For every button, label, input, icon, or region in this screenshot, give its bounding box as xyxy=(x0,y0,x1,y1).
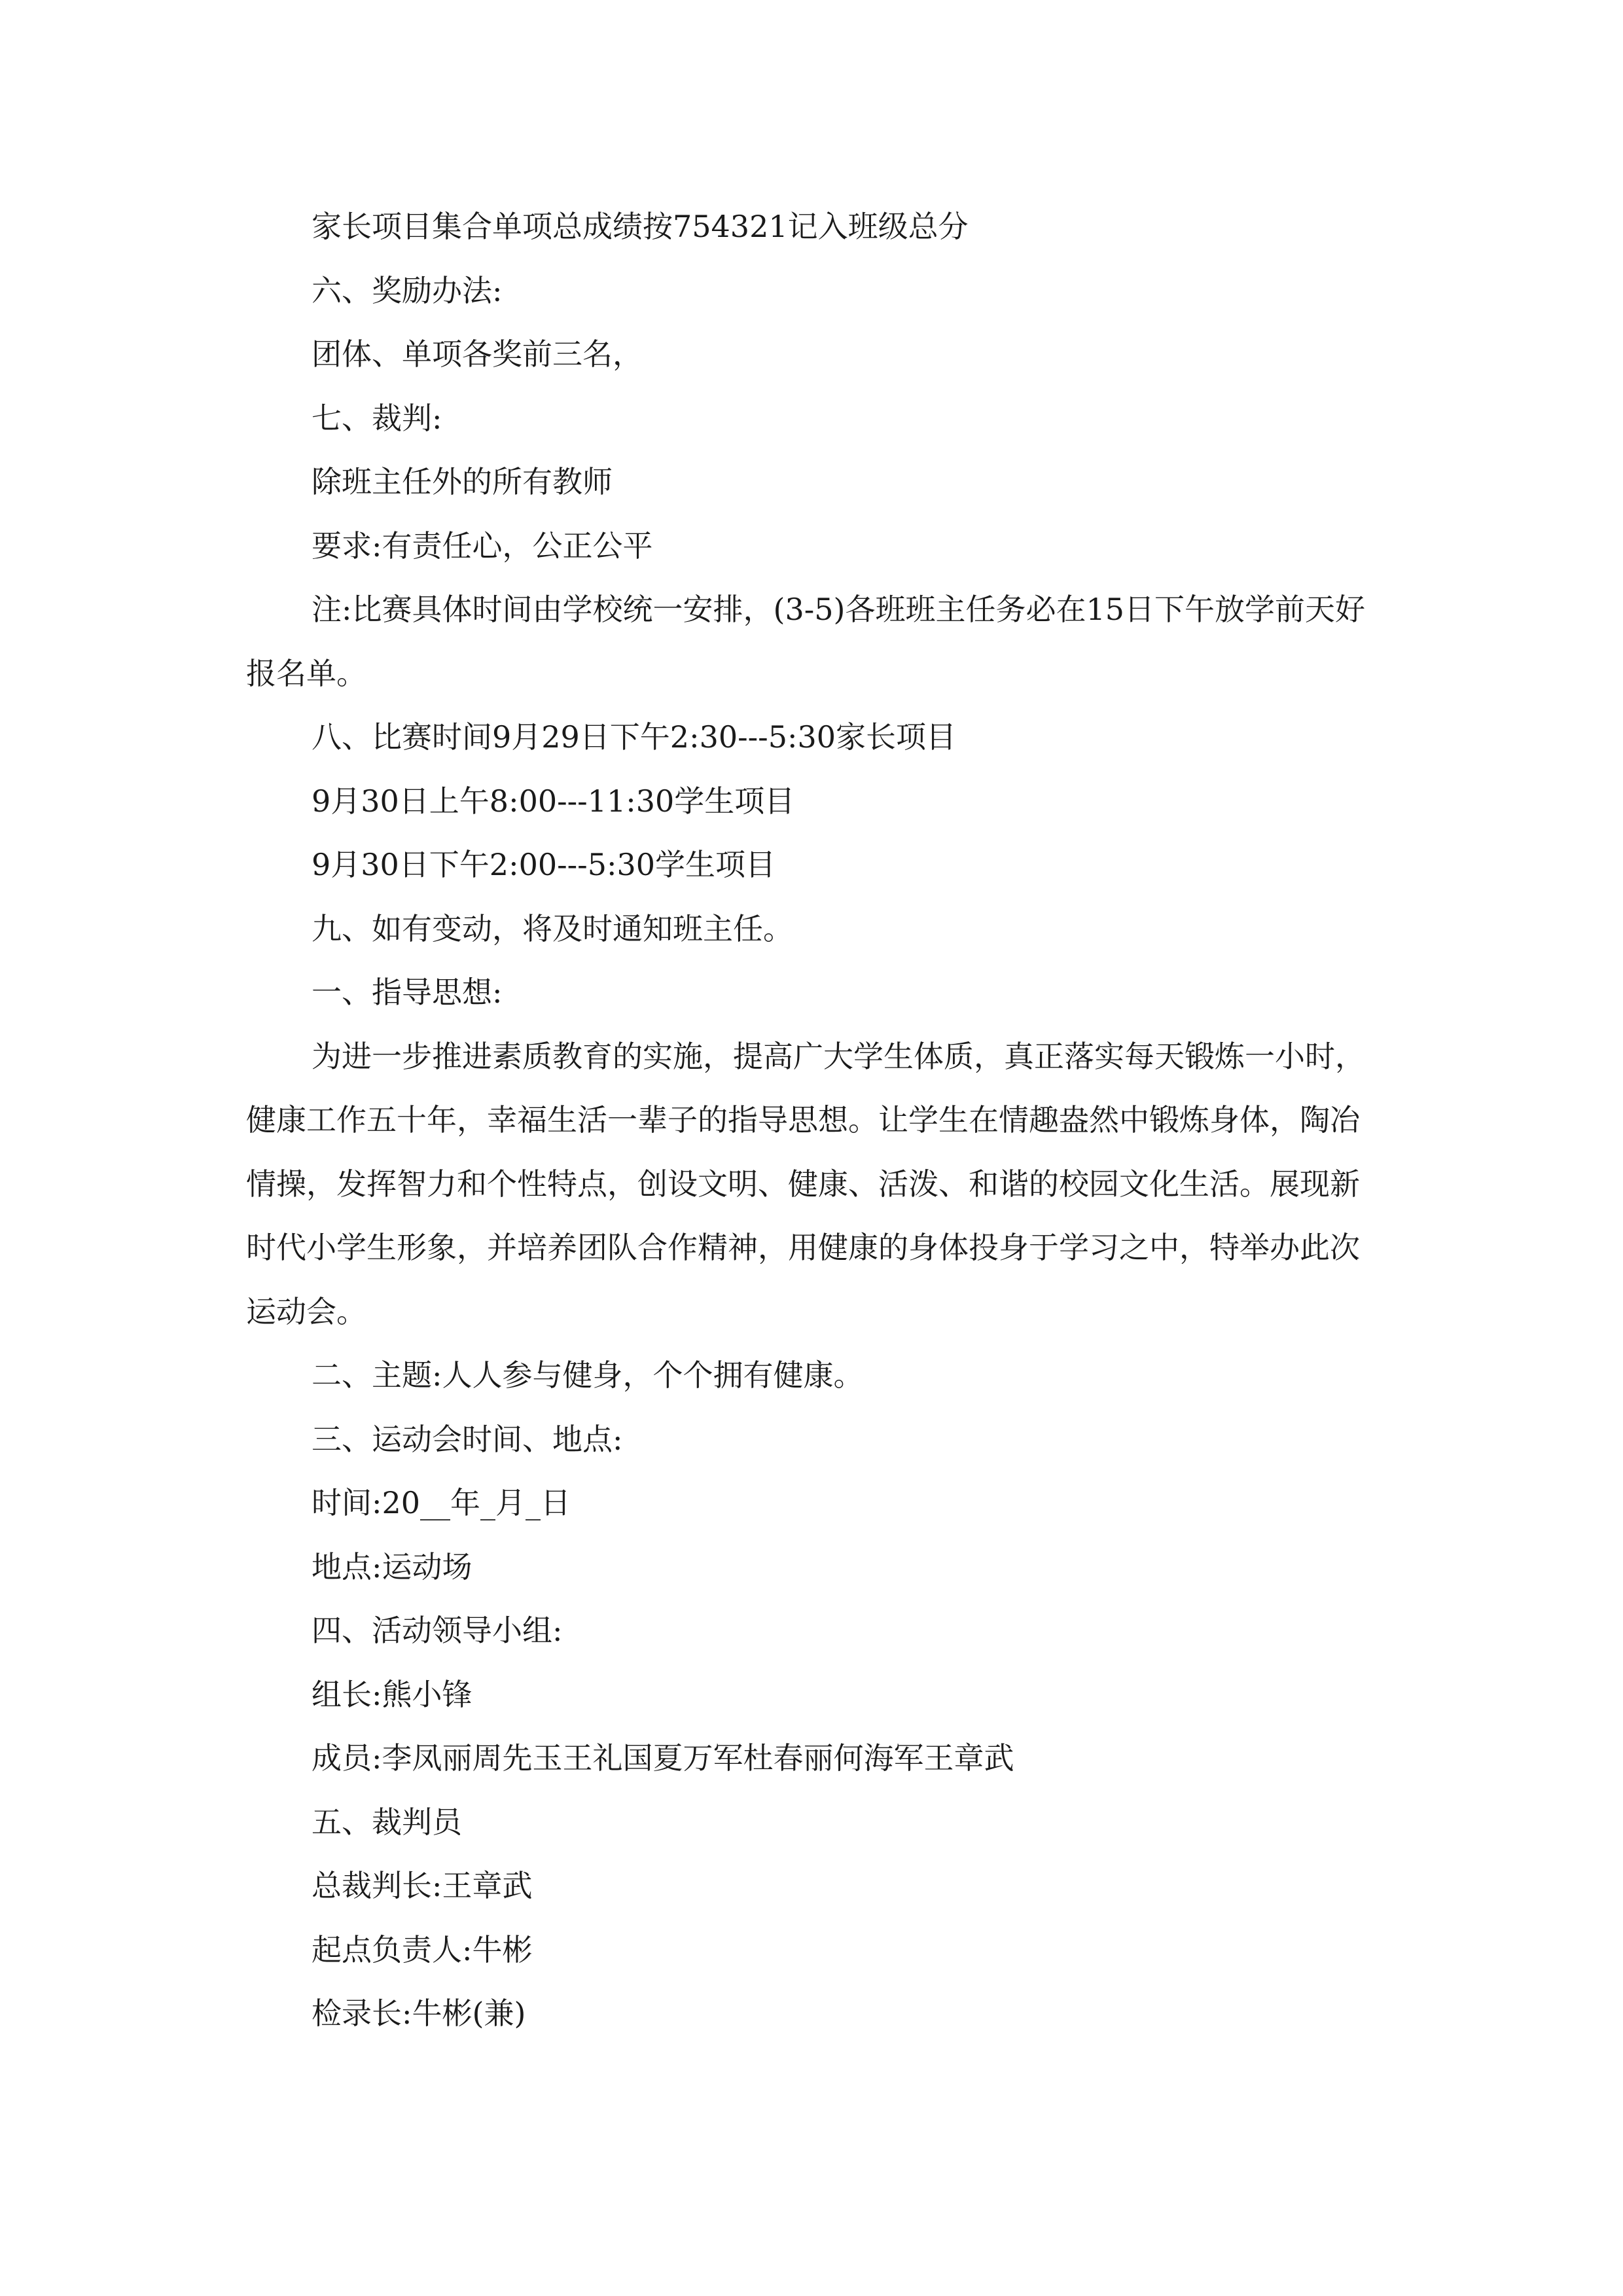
paragraph-requirements: 要求:有责任心，公正公平 xyxy=(312,528,653,564)
paragraph-schedule-1: 八、比赛时间9月29日下午2:30---5:30家长项目 xyxy=(312,719,957,755)
paragraph-note: 注:比赛具体时间由学校统一安排，(3-5)各班班主任务必在15日下午放学前天好报名单。 xyxy=(246,592,1365,691)
paragraph-changes: 九、如有变动，将及时通知班主任。 xyxy=(312,910,793,946)
heading-guiding-ideology: 一、指导思想: xyxy=(312,975,503,1010)
paragraph-group-leader: 组长:熊小锋 xyxy=(312,1676,473,1712)
paragraph-start-official: 起点负责人:牛彬 xyxy=(312,1931,533,1967)
paragraph-schedule-3: 9月30日下午2:00---5:30学生项目 xyxy=(312,847,776,882)
paragraph-members: 成员:李凤丽周先玉王礼国夏万军杜春丽何海军王章武 xyxy=(312,1740,1014,1776)
heading-theme: 二、主题:人人参与健身，个个拥有健康。 xyxy=(312,1357,864,1393)
document-body xyxy=(246,195,1382,2046)
heading-time-place: 三、运动会时间、地点: xyxy=(312,1421,623,1457)
paragraph-guiding-ideology: 为进一步推进素质教育的实施，提高广大学生体质，真正落实每天锻炼一小时，健康工作五十年，幸福生活一辈子的指导思想。让学生在情趣盎然中锻炼身体，陶冶情操，发挥智力和个性特点，创设文明、健康、活泼、和谐的校园文化生活。展现新时代小学生形象，并培养团队合作精神，用健康的身体投身于学习之中，特举办此次运动会。 xyxy=(246,1038,1365,1329)
heading-rewards: 六、奖励办法: xyxy=(312,272,503,308)
paragraph-referees: 除班主任外的所有教师 xyxy=(312,464,613,499)
paragraph-time: 时间:20__年_月_日 xyxy=(312,1485,571,1520)
paragraph-chief-referee: 总裁判长:王章武 xyxy=(312,1868,533,1903)
heading-referees: 七、裁判: xyxy=(312,400,442,436)
paragraph-rewards: 团体、单项各奖前三名， xyxy=(312,336,643,372)
paragraph-schedule-2: 9月30日上午8:00---11:30学生项目 xyxy=(312,783,795,819)
paragraph-place: 地点:运动场 xyxy=(312,1549,473,1585)
heading-referee-staff: 五、裁判员 xyxy=(312,1804,462,1840)
paragraph-check-in-chief: 检录长:牛彬(兼) xyxy=(312,1996,526,2031)
paragraph-score-rule: 家长项目集合单项总成绩按754321记入班级总分 xyxy=(312,209,969,244)
heading-leadership-group: 四、活动领导小组: xyxy=(312,1613,563,1648)
